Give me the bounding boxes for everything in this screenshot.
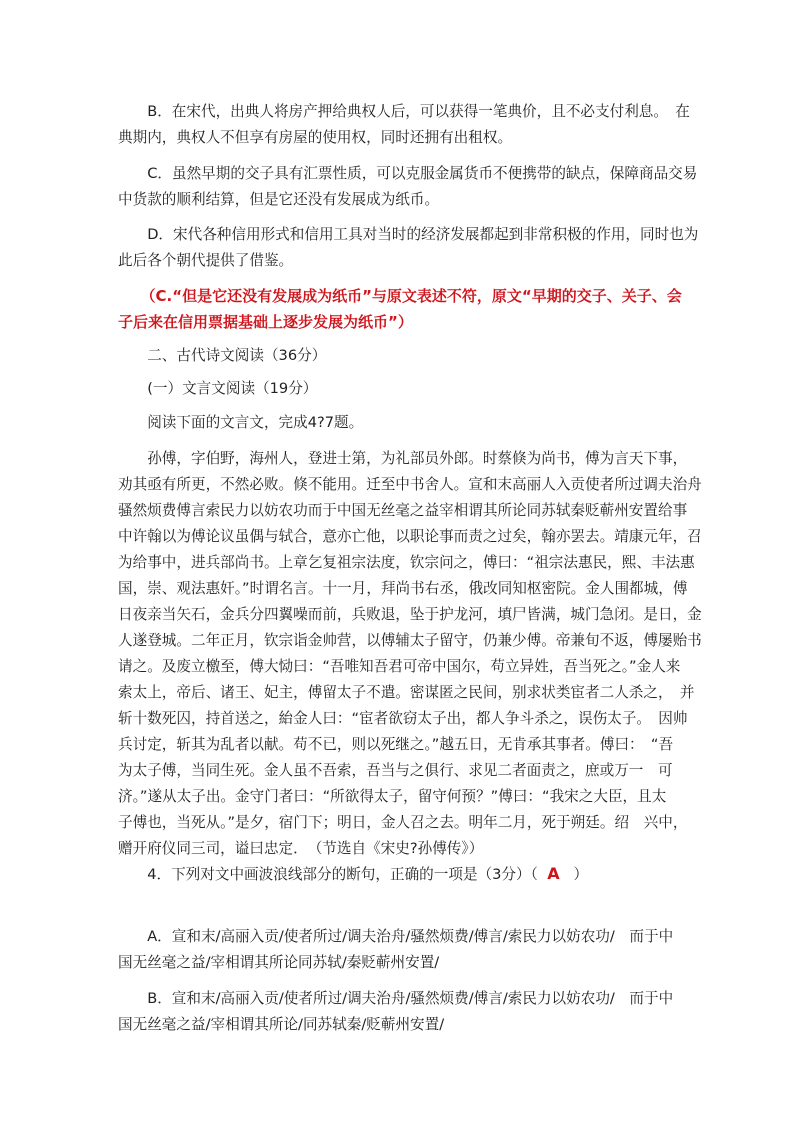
passage-line: 骚然烦费傅言索民力以妨农功而于中国无丝毫之益宰相谓其所论同苏轼秦贬蕲州安置给事 [118, 502, 688, 519]
question-4 [118, 861, 678, 887]
passage-line: 为太子傅，当同生死。金人虽不吾索，吾当与之俱行、求见二者面责之，庶或万一 可 [118, 762, 673, 779]
text-line: （C.“但是它还没有发展成为纸币”与原文表述不符，原文“早期的交子、关子、会 [118, 287, 682, 305]
question-4-stem-end: ） [573, 866, 589, 883]
question-4-stem: 4．下列对文中画波浪线部分的断句，正确的一项是（3分）（ [118, 866, 538, 883]
text-line: 此后各个朝代提供了借鉴。 [118, 252, 294, 269]
answer-explanation [118, 283, 682, 335]
q4-option-b [118, 986, 678, 1038]
text-line: 国无丝毫之益/宰相谓其所论/同苏轼秦/贬蕲州安置/ [118, 1016, 445, 1033]
text-line: D．宋代各种信用形式和信用工具对当时的经济发展都起到非常积极的作用，同时也为 [118, 226, 699, 243]
passage-line: 国，崇、观法惠奸。”时谓名言。十一月，拜尚书右丞，俄改同知枢密院。金人围都城，傅 [118, 580, 688, 597]
passage-line: 子傅也，当死从。”是夕，宿门下；明日，金人召之去。明年二月，死于朔廷。绍 兴中， [118, 814, 688, 831]
option-b [118, 99, 690, 151]
question-4-answer: A [547, 864, 560, 883]
option-c [118, 161, 698, 213]
passage-line: 劝其亟有所更，不然必败。倏不能用。迁至中书舍人。宣和末高丽人入贡使者所过调夫治舟 [118, 476, 702, 493]
q4-option-a [118, 924, 678, 976]
passage-line: 人遂登城。二年正月，钦宗诣金帅营，以傅辅太子留守，仍兼少傅。帝兼旬不返，傅屡贻书 [118, 632, 702, 649]
passage-line: 请之。及废立檄至，傅大恸曰：“吾唯知吾君可帝中国尔，苟立异姓，吾当死之。”金人来 [118, 658, 681, 675]
passage-line: 日夜亲当矢石，金兵分四翼噪而前，兵败退，坠于护龙河，填尸皆满，城门急闭。是日，金 [118, 606, 702, 623]
section-heading: 二、古代诗文阅读（36分） [118, 347, 327, 364]
passage-line: 索太上，帝后、诸王、妃主，傅留太子不遣。密谋匿之民间，别求状类宦者二人杀之， 并 [118, 684, 695, 701]
text-line: 国无丝毫之益/宰相谓其所论同苏轼/秦贬蕲州安置/ [118, 954, 440, 971]
text-line: B．在宋代，出典人将房产押给典权人后，可以获得一笔典价，且不必支付利息。 在 [118, 103, 690, 120]
option-d [118, 222, 699, 274]
reading-instruction: 阅读下面的文言文，完成4?7题。 [118, 414, 364, 431]
text-line: B．宣和末/高丽入贡/使者所过/调夫治舟/骚然烦费/傅言/索民力以妨农功/ 而于中 [118, 990, 674, 1007]
passage-line: 赠开府仪同三司，谥曰忠定． （节选自《宋史?孙傅传》） [118, 840, 484, 857]
passage-line: 为给事中，进兵部尚书。上章乞复祖宗法度，钦宗问之，傅曰：“祖宗法惠民，熙、丰法惠 [118, 554, 695, 571]
passage-line: 济。”遂从太子出。金守门者曰：“所欲得太子，留守何预？”傅曰：“我宋之大臣，且太 [118, 788, 667, 805]
text-line: 典期内，典权人不但享有房屋的使用权，同时还拥有出租权。 [118, 129, 513, 146]
subsection-heading: (一）文言文阅读（19分） [118, 380, 318, 397]
passage-line: 斩十数死囚，持首送之，紿金人曰：“宦者欲窃太子出，都人争斗杀之，误伤太子。 因帅 [118, 710, 688, 727]
text-line: C．虽然早期的交子具有汇票性质，可以克服金属货币不便携带的缺点，保障商品交易 [118, 165, 698, 182]
text-line: A．宣和末/高丽入贡/使者所过/调夫治舟/骚然烦费/傅言/索民力以妨农功/ 而于中 [118, 928, 674, 945]
classical-passage [118, 446, 702, 862]
passage-line: 中许翰以为傅论议虽偶与轼合，意亦亡他，以职论事而责之过矣，翰亦罢去。靖康元年，召 [118, 528, 702, 545]
text-line: 中货款的顺利结算，但是它还没有发展成为纸币。 [118, 191, 440, 208]
passage-line: 兵讨定，斩其为乱者以献。苟不已，则以死继之。”越五日，无肯承其事者。傅曰： “吾 [118, 736, 674, 753]
text-line: 子后来在信用票据基础上逐步发展为纸币”） [118, 313, 413, 331]
passage-line: 孙傅，字伯野，海州人，登进士第，为礼部员外郎。时蔡倏为尚书，傅为言天下事， [118, 450, 688, 467]
